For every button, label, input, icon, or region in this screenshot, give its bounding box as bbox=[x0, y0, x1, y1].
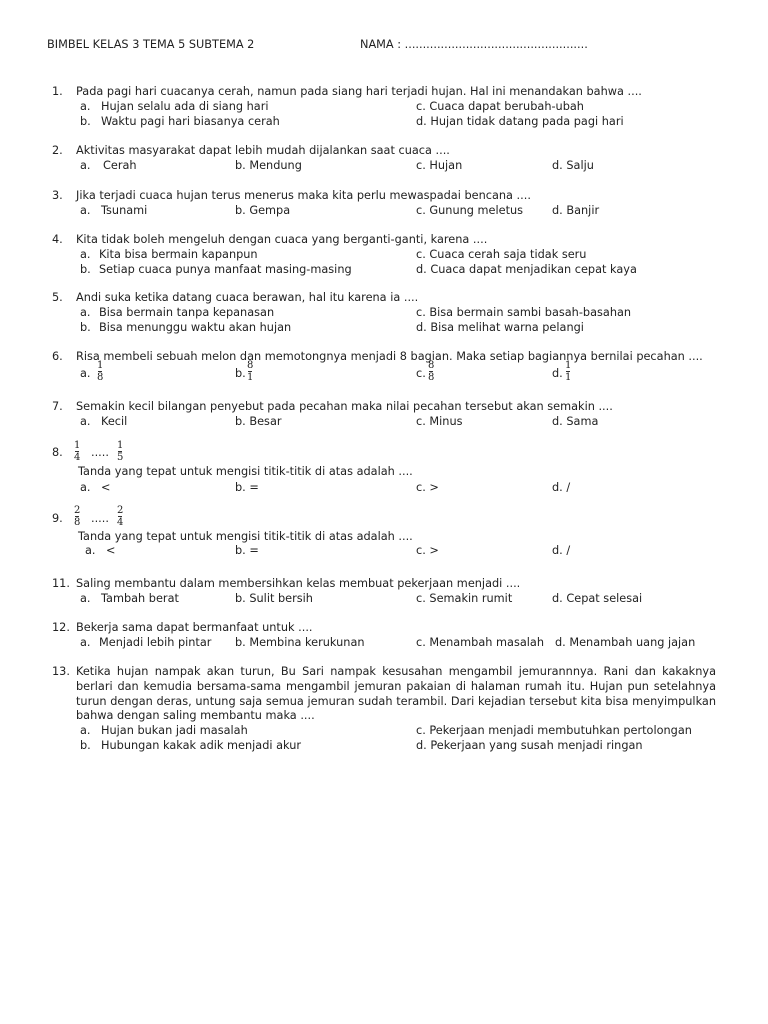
option-a-letter: a. bbox=[85, 544, 96, 557]
question-number: 11. bbox=[52, 577, 70, 590]
option-a-letter: a. bbox=[80, 415, 91, 428]
numerator: 1 bbox=[97, 360, 104, 371]
option-b-text: Waktu pagi hari biasanya cerah bbox=[101, 115, 280, 128]
option-row bbox=[0, 115, 768, 130]
question-number: 9. bbox=[52, 512, 63, 525]
option-a-letter: a. bbox=[80, 592, 91, 605]
numerator: 8 bbox=[247, 360, 254, 371]
option-a-letter: a. bbox=[80, 159, 91, 172]
denominator: 4 bbox=[117, 517, 124, 528]
option-b-text: Bisa menunggu waktu akan hujan bbox=[99, 321, 292, 334]
option-a-letter: a. bbox=[80, 367, 91, 380]
question-text: Kita tidak boleh mengeluh dengan cuaca yang berganti-ganti, karena .... bbox=[76, 233, 488, 246]
option-a-text: Hujan bukan jadi masalah bbox=[101, 724, 248, 737]
option-c: c. > bbox=[416, 481, 439, 494]
option-a-letter: a. bbox=[80, 724, 91, 737]
option-d: d. Menambah uang jajan bbox=[555, 636, 696, 649]
numerator: 1 bbox=[117, 440, 124, 451]
option-a-text: Bisa bermain tanpa kepanasan bbox=[99, 306, 275, 319]
option-b-text: Setiap cuaca punya manfaat masing-masing bbox=[99, 263, 352, 276]
option-a-fraction bbox=[97, 360, 103, 383]
question-number: 4. bbox=[52, 233, 63, 246]
option-row bbox=[0, 481, 768, 496]
option-row bbox=[0, 636, 768, 651]
option-row bbox=[0, 724, 768, 739]
question-text: Tanda yang tepat untuk mengisi titik-titik di atas adalah .... bbox=[78, 465, 413, 478]
option-b-text: Hubungan kakak adik menjadi akur bbox=[101, 739, 302, 752]
option-d: d. / bbox=[552, 544, 571, 557]
option-row bbox=[0, 100, 768, 115]
option-a-letter: a. bbox=[80, 248, 91, 261]
question-text: Aktivitas masyarakat dapat lebih mudah dijalankan saat cuaca .... bbox=[76, 144, 450, 157]
denominator: 8 bbox=[97, 372, 104, 383]
option-d: d. Cuaca dapat menjadikan cepat kaya bbox=[416, 263, 637, 276]
option-d: d. Sama bbox=[552, 415, 599, 428]
option-row bbox=[0, 739, 768, 754]
option-b-letter: b. bbox=[80, 739, 91, 752]
numerator: 2 bbox=[117, 505, 124, 516]
option-row bbox=[0, 544, 768, 559]
fraction-right bbox=[117, 440, 123, 463]
option-d: d. / bbox=[552, 481, 571, 494]
option-a-text: Hujan selalu ada di siang hari bbox=[101, 100, 269, 113]
option-c: c. Menambah masalah bbox=[416, 636, 544, 649]
option-b-letter: b. bbox=[235, 367, 246, 380]
option-c: c. Hujan bbox=[416, 159, 463, 172]
question-text: Semakin kecil bilangan penyebut pada pecahan maka nilai pecahan tersebut akan semakin .... bbox=[76, 400, 613, 413]
option-d: d. Hujan tidak datang pada pagi hari bbox=[416, 115, 624, 128]
denominator: 1 bbox=[247, 372, 254, 383]
question-text: Bekerja sama dapat bermanfaat untuk .... bbox=[76, 621, 313, 634]
option-row bbox=[0, 360, 768, 383]
option-a-letter: a. bbox=[80, 481, 91, 494]
option-b: b. Sulit bersih bbox=[235, 592, 313, 605]
question-text: Risa membeli sebuah melon dan memotongnya menjadi 8 bagian. Maka setiap bagiannya bernilai pecahan .... bbox=[76, 350, 703, 363]
option-c: c. Cuaca dapat berubah-ubah bbox=[416, 100, 584, 113]
option-row bbox=[0, 263, 768, 278]
numerator: 8 bbox=[428, 360, 435, 371]
option-b: b. Besar bbox=[235, 415, 282, 428]
question-number: 5. bbox=[52, 291, 63, 304]
option-d-letter: d. bbox=[552, 367, 563, 380]
comparison-dots: ..... bbox=[91, 512, 109, 525]
option-b-letter: b. bbox=[80, 263, 91, 276]
option-c: c. Pekerjaan menjadi membutuhkan pertolongan bbox=[416, 724, 692, 737]
option-b-fraction bbox=[247, 360, 253, 383]
numerator: 2 bbox=[74, 505, 81, 516]
option-b: b. = bbox=[235, 481, 259, 494]
option-d-fraction bbox=[565, 360, 571, 383]
comparison-dots: ..... bbox=[91, 446, 109, 459]
fraction-left bbox=[74, 440, 80, 463]
option-a-text: Tambah berat bbox=[101, 592, 179, 605]
numerator: 1 bbox=[74, 440, 81, 451]
question-number: 8. bbox=[52, 446, 63, 459]
option-a-letter: a. bbox=[80, 636, 91, 649]
question-number: 1. bbox=[52, 85, 63, 98]
option-a-text: Tsunami bbox=[101, 204, 148, 217]
option-c: c. Bisa bermain sambi basah-basahan bbox=[416, 306, 632, 319]
denominator: 8 bbox=[428, 372, 435, 383]
question-text: Ketika hujan nampak akan turun, Bu Sari nampak kesusahan mengambil jemurannnya. Rani dan kakaknya berlari dan kemudia bersama-sama mengambil jemuran pakaian di halaman rumah itu. Hujan pun setelahnya turun dengan deras, untung saja semua jemuran sudah terambil. Dari kejadian tersebut kita bisa menyimpulkan bahwa dengan saling membantu maka .... bbox=[76, 665, 716, 723]
option-row bbox=[0, 592, 768, 607]
question-number: 7. bbox=[52, 400, 63, 413]
option-b: b. Membina kerukunan bbox=[235, 636, 365, 649]
option-a-text: < bbox=[101, 481, 111, 494]
question-text: Saling membantu dalam membersihkan kelas membuat pekerjaan menjadi .... bbox=[76, 577, 521, 590]
option-b: b. = bbox=[235, 544, 259, 557]
question-text: Jika terjadi cuaca hujan terus menerus maka kita perlu mewaspadai bencana .... bbox=[76, 189, 531, 202]
name-field-label: NAMA : ................................................... bbox=[360, 38, 588, 51]
option-c: c. > bbox=[416, 544, 439, 557]
question-number: 6. bbox=[52, 350, 63, 363]
option-a-text: < bbox=[106, 544, 116, 557]
question-number: 2. bbox=[52, 144, 63, 157]
option-a-letter: a. bbox=[80, 306, 91, 319]
option-row bbox=[0, 204, 768, 219]
option-d: d. Salju bbox=[552, 159, 594, 172]
option-a-text: Kecil bbox=[101, 415, 128, 428]
option-row bbox=[0, 306, 768, 321]
denominator: 4 bbox=[74, 452, 81, 463]
option-b: b. Mendung bbox=[235, 159, 302, 172]
option-row bbox=[0, 321, 768, 336]
option-c-letter: c. bbox=[416, 367, 426, 380]
denominator: 5 bbox=[117, 452, 124, 463]
option-b-letter: b. bbox=[80, 115, 91, 128]
option-a-text: Kita bisa bermain kapanpun bbox=[99, 248, 258, 261]
fraction-right bbox=[117, 505, 123, 528]
option-d: d. Banjir bbox=[552, 204, 600, 217]
option-d: d. Bisa melihat warna pelangi bbox=[416, 321, 584, 334]
option-c-fraction bbox=[428, 360, 434, 383]
option-row bbox=[0, 415, 768, 430]
worksheet-title: BIMBEL KELAS 3 TEMA 5 SUBTEMA 2 bbox=[47, 38, 255, 51]
fraction-left bbox=[74, 505, 80, 528]
option-a-text: Menjadi lebih pintar bbox=[99, 636, 212, 649]
question-number: 3. bbox=[52, 189, 63, 202]
question-number: 13. bbox=[52, 665, 70, 678]
option-c: c. Cuaca cerah saja tidak seru bbox=[416, 248, 587, 261]
option-a-text: Cerah bbox=[103, 159, 137, 172]
option-c: c. Minus bbox=[416, 415, 463, 428]
option-d: d. Pekerjaan yang susah menjadi ringan bbox=[416, 739, 643, 752]
option-b: b. Gempa bbox=[235, 204, 291, 217]
option-c: c. Gunung meletus bbox=[416, 204, 524, 217]
option-a-letter: a. bbox=[80, 204, 91, 217]
option-d: d. Cepat selesai bbox=[552, 592, 643, 605]
question-text: Pada pagi hari cuacanya cerah, namun pada siang hari terjadi hujan. Hal ini menandakan bahwa .... bbox=[76, 85, 642, 98]
denominator: 1 bbox=[565, 372, 572, 383]
numerator: 1 bbox=[565, 360, 572, 371]
question-text: Tanda yang tepat untuk mengisi titik-titik di atas adalah .... bbox=[78, 530, 413, 543]
denominator: 8 bbox=[74, 517, 81, 528]
option-a-letter: a. bbox=[80, 100, 91, 113]
question-text: Andi suka ketika datang cuaca berawan, hal itu karena ia .... bbox=[76, 291, 419, 304]
question-number: 12. bbox=[52, 621, 70, 634]
option-row bbox=[0, 159, 768, 174]
option-row bbox=[0, 248, 768, 263]
option-c: c. Semakin rumit bbox=[416, 592, 513, 605]
option-b-letter: b. bbox=[80, 321, 91, 334]
